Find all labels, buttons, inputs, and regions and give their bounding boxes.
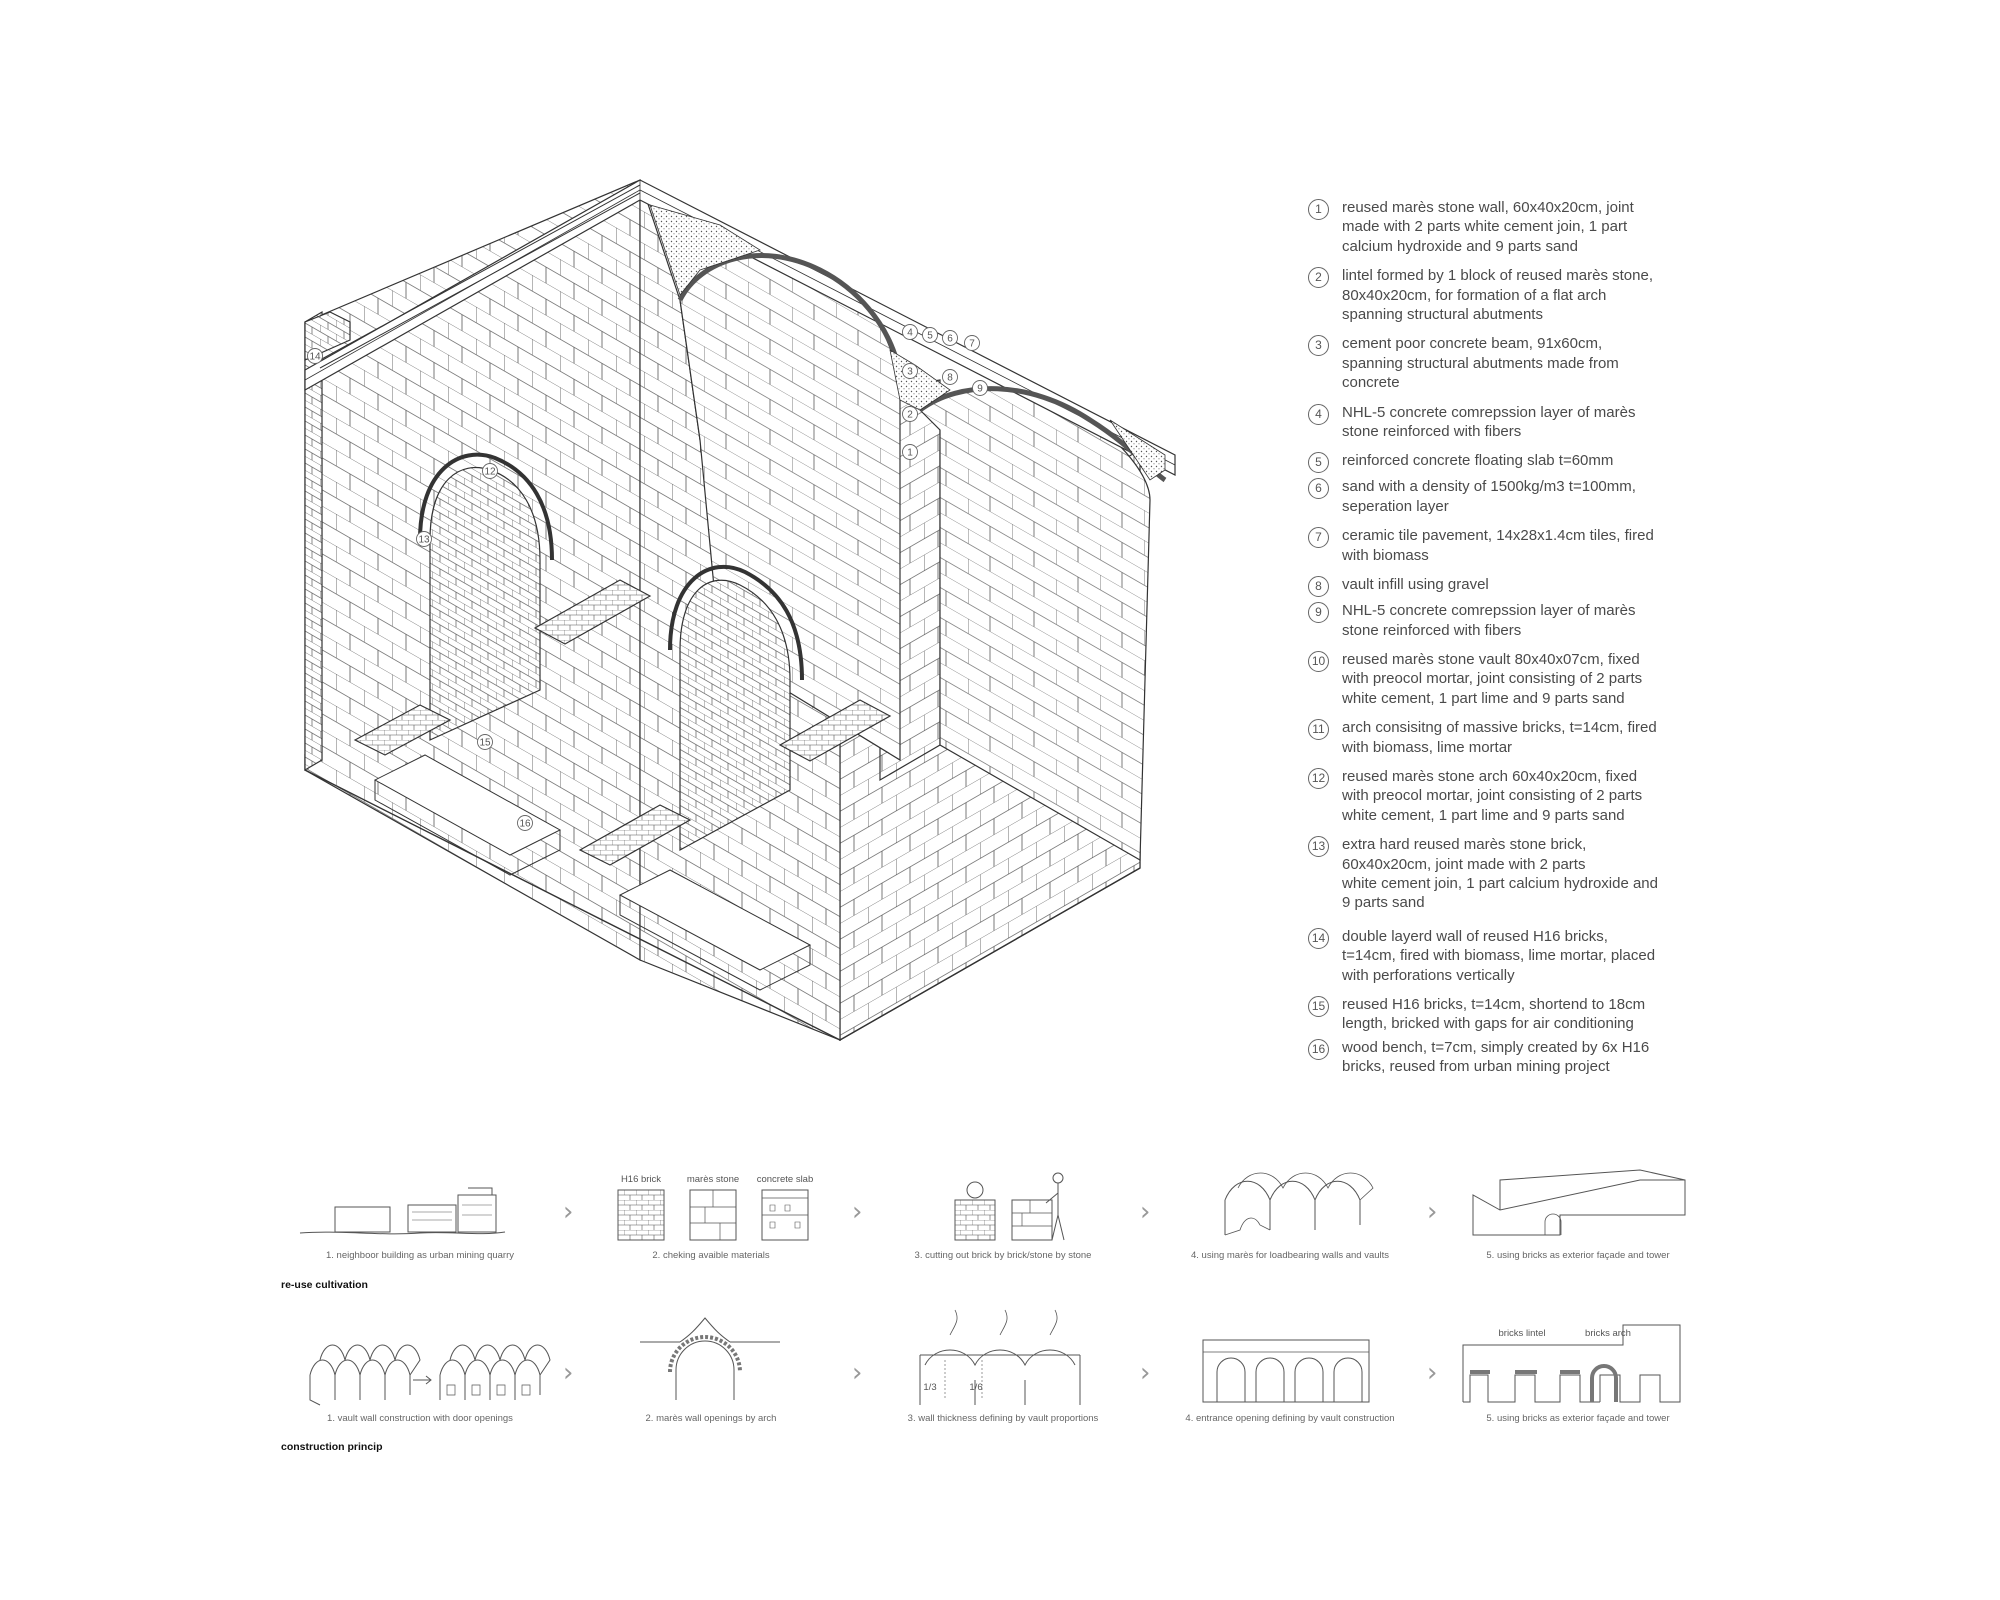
legend-text: cement poor concrete beam, 91x60cm, spanning structural abutments made from concrete (1342, 335, 1619, 392)
reuse-caption-5: 5. using bricks as exterior façade and tower (1486, 1250, 1670, 1261)
construction-caption-5: 5. using bricks as exterior façade and tower (1486, 1413, 1670, 1424)
reuse-step-3-drawing (955, 1173, 1064, 1240)
chevron-right-icon: › (563, 1358, 574, 1388)
legend-item (1308, 526, 1728, 565)
construction-caption-3: 3. wall thickness defining by vault proportions (907, 1413, 1099, 1424)
facade-label-arch: bricks arch (1585, 1328, 1631, 1339)
construction-steps (310, 1310, 1680, 1405)
proportion-label-1: 1/3 (923, 1382, 937, 1393)
legend-text: reinforced concrete floating slab t=60mm (1342, 452, 1614, 470)
legend-item (1308, 1038, 1728, 1077)
construction-caption-1: 1. vault wall construction with door openings (327, 1413, 513, 1424)
callout-number: 5 (927, 330, 933, 342)
reuse-caption-4: 4. using marès for loadbearing walls and vaults (1190, 1250, 1390, 1261)
legend-number: 9 (1308, 602, 1329, 623)
legend-number: 1 (1308, 199, 1329, 220)
callout-number: 8 (947, 372, 953, 384)
legend-text: lintel formed by 1 block of reused marès stone, 80x40x20cm, for formation of a flat arch spanning structural abutments (1342, 267, 1653, 324)
reuse-caption-3: 3. cutting out brick by brick/stone by stone (914, 1250, 1092, 1261)
legend-item (1308, 451, 1728, 473)
callout-number: 14 (309, 351, 321, 363)
construction-step-1-drawing (310, 1345, 550, 1405)
material-label-h16: H16 brick (620, 1174, 662, 1185)
callout-number: 15 (479, 737, 491, 749)
construction-step-3-drawing (920, 1310, 1080, 1405)
chevron-right-icon: › (563, 1197, 574, 1227)
legend-item (1308, 835, 1728, 913)
callout-number: 16 (519, 818, 531, 830)
reuse-step-1-drawing (300, 1188, 505, 1234)
legend-item (1308, 650, 1728, 708)
legend-text: arch consisitng of massive bricks, t=14cm, fired with biomass, lime mortar (1342, 719, 1657, 756)
construction-row-title: construction princip (281, 1441, 383, 1453)
legend-item (1308, 718, 1728, 757)
chevron-right-icon: › (1427, 1358, 1438, 1388)
legend-number: 8 (1308, 576, 1329, 597)
legend-number: 7 (1308, 527, 1329, 548)
reuse-caption-2: 2. cheking avaible materials (652, 1250, 770, 1261)
legend-number: 5 (1308, 452, 1329, 473)
legend-text: NHL-5 concrete comrepssion layer of marès stone reinforced with fibers (1342, 403, 1636, 441)
legend (1308, 198, 1728, 1087)
legend-text: double layerd wall of reused H16 bricks, t=14cm, fired with biomass, lime mortar, placed with perforations vertically (1342, 927, 1656, 984)
legend-number: 3 (1308, 335, 1329, 356)
legend-number: 6 (1308, 478, 1329, 499)
legend-text: wood bench, t=7cm, simply created by 6x H16 bricks, reused from urban mining project (1342, 1038, 1650, 1076)
material-label-mares: marès stone (686, 1174, 740, 1185)
chevron-right-icon: › (1140, 1197, 1151, 1227)
legend-number: 15 (1308, 996, 1329, 1017)
callout-number: 3 (907, 366, 913, 378)
callout-number: 2 (907, 409, 913, 421)
legend-text: vault infill using gravel (1342, 576, 1489, 594)
legend-text: extra hard reused marès stone brick, 60x40x20cm, joint made with 2 parts white cement join, 1 part calcium hydroxide and 9 parts sand (1342, 836, 1658, 912)
legend-text: ceramic tile pavement, 14x28x1.4cm tiles, fired with biomass (1342, 527, 1654, 564)
chevron-right-icon: › (1427, 1197, 1438, 1227)
callout-number: 6 (947, 333, 953, 345)
callout-number: 12 (484, 466, 496, 478)
legend-item (1308, 198, 1728, 256)
reuse-caption-1: 1. neighboor building as urban mining quarry (325, 1250, 515, 1261)
axonometric-view (305, 180, 1175, 1040)
legend-item (1308, 927, 1728, 985)
construction-caption-4: 4. entrance opening defining by vault construction (1185, 1413, 1395, 1424)
legend-number: 13 (1308, 836, 1329, 857)
chevron-right-icon: › (1140, 1358, 1151, 1388)
legend-number: 11 (1308, 719, 1329, 740)
legend-item (1308, 767, 1728, 825)
legend-text: reused marès stone wall, 60x40x20cm, joint made with 2 parts white cement join, 1 part calcium hydroxide and 9 parts sand (1342, 199, 1634, 255)
construction-step-4-drawing (1203, 1340, 1369, 1402)
legend-text: reused marès stone arch 60x40x20cm, fixed with preocol mortar, joint consisting of 2 parts white cement, 1 part lime and 9 parts sand (1342, 767, 1643, 824)
legend-number: 10 (1308, 651, 1329, 672)
legend-item (1308, 995, 1728, 1034)
legend-item (1308, 334, 1728, 392)
legend-item (1308, 403, 1728, 442)
legend-number: 2 (1308, 267, 1329, 288)
chevron-right-icon: › (852, 1358, 863, 1388)
construction-caption-2: 2. marès wall openings by arch (645, 1413, 777, 1424)
reuse-step-2-drawing (618, 1190, 808, 1240)
chevron-right-icon: › (852, 1197, 863, 1227)
reuse-row-title: re-use cultivation (281, 1279, 368, 1291)
legend-text: sand with a density of 1500kg/m3 t=100mm, seperation layer (1342, 478, 1636, 515)
legend-item (1308, 575, 1728, 597)
callout-number: 7 (969, 338, 975, 350)
material-label-concrete: concrete slab (756, 1174, 814, 1185)
facade-label-lintel: bricks lintel (1498, 1328, 1546, 1339)
callout-number: 1 (907, 447, 913, 459)
reuse-steps (300, 1170, 1685, 1240)
reuse-step-4-drawing (1225, 1173, 1373, 1235)
legend-item (1308, 477, 1728, 516)
callout-number: 9 (977, 383, 983, 395)
legend-number: 14 (1308, 928, 1329, 949)
legend-text: NHL-5 concrete comrepssion layer of marès stone reinforced with fibers (1342, 602, 1636, 639)
callout-number: 13 (418, 534, 430, 546)
construction-step-5-drawing (1463, 1325, 1680, 1402)
construction-step-2-drawing (640, 1318, 780, 1400)
legend-text: reused marès stone vault 80x40x07cm, fixed with preocol mortar, joint consisting of 2 parts white cement, 1 part lime and 9 parts sand (1342, 650, 1643, 707)
callout-number: 4 (907, 327, 913, 339)
legend-item (1308, 266, 1728, 324)
reuse-step-5-drawing (1473, 1170, 1685, 1235)
proportion-label-2: 1/6 (969, 1382, 983, 1393)
legend-number: 12 (1308, 768, 1329, 789)
legend-number: 4 (1308, 404, 1329, 425)
legend-text: reused H16 bricks, t=14cm, shortend to 18cm length, bricked with gaps for air conditioning (1342, 996, 1646, 1033)
legend-number: 16 (1308, 1039, 1329, 1060)
legend-item (1308, 601, 1728, 640)
